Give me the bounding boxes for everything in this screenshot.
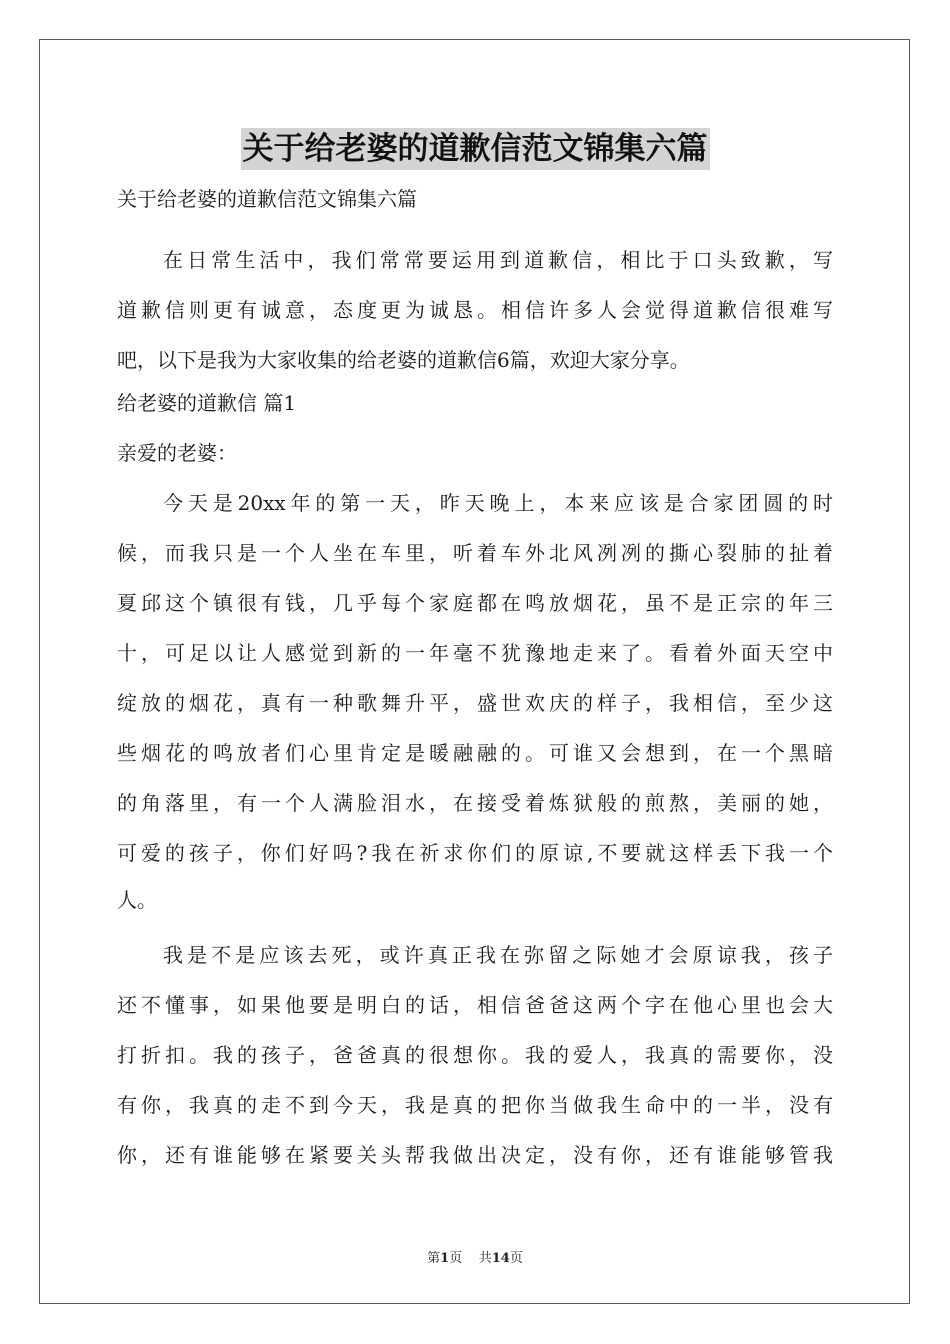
spacer <box>117 473 833 484</box>
paragraph-line: 夏邱这个镇很有钱，几乎每个家庭都在鸣放烟花，虽不是正宗的年三 <box>117 591 833 615</box>
spacer <box>117 920 833 936</box>
spacer <box>117 773 833 784</box>
spacer <box>117 1075 833 1086</box>
spacer <box>117 523 833 534</box>
spacer <box>117 723 833 734</box>
document-title: 关于给老婆的道歉信范文锦集六篇 <box>241 128 710 170</box>
page-suffix: 页 <box>449 1251 463 1266</box>
paragraph-line: 候，而我只是一个人坐在车里，听着车外北风冽冽的撕心裂肺的扯着 <box>117 541 833 565</box>
total-suffix: 页 <box>509 1251 523 1266</box>
salutation: 亲爱的老婆： <box>117 441 237 465</box>
paragraph-line: 人。 <box>117 888 157 912</box>
spacer <box>117 280 833 291</box>
paragraph-line: 你，还有谁能够在紧要关头帮我做出决定，没有你，还有谁能够管我 <box>117 1143 833 1167</box>
total-prefix: 共 <box>478 1251 492 1266</box>
spacer <box>117 1125 833 1136</box>
paragraph-line: 打折扣。我的孩子，爸爸真的很想你。我的爱人，我真的需要你，没 <box>117 1043 833 1067</box>
document-subtitle: 关于给老婆的道歉信范文锦集六篇 <box>117 187 417 211</box>
page-total: 14 <box>491 1251 510 1266</box>
paragraph-line: 十，可足以让人感觉到新的一年毫不犹豫地走来了。看着外面天空中 <box>117 641 833 665</box>
paragraph-line: 我是不是应该去死，或许真正我在弥留之际她才会原谅我，孩子 <box>163 943 833 967</box>
spacer <box>117 623 833 634</box>
paragraph-line: 今天是20xx年的第一天，昨天晚上，本来应该是合家团圆的时 <box>163 491 833 515</box>
intro-line: 吧，以下是我为大家收集的给老婆的道歉信6篇，欢迎大家分享。 <box>117 348 690 372</box>
spacer <box>117 975 833 986</box>
intro-line: 道歉信则更有诚意，态度更为诚恳。相信许多人会觉得道歉信很难写 <box>117 298 833 322</box>
page-current: 1 <box>440 1251 450 1266</box>
spacer <box>117 673 833 684</box>
paragraph-line: 绽放的烟花，真有一种歌舞升平，盛世欢庆的样子，我相信，至少这 <box>117 691 833 715</box>
paragraph-line: 有你，我真的走不到今天，我是真的把你当做我生命中的一半，没有 <box>117 1093 833 1117</box>
spacer <box>117 1025 833 1036</box>
paragraph-line: 的角落里，有一个人满脸泪水，在接受着炼狱般的煎熬，美丽的她， <box>117 791 833 815</box>
title-container <box>0 128 950 170</box>
paragraph-line: 还不懂事，如果他要是明白的话，相信爸爸这两个字在他心里也会大 <box>117 993 833 1017</box>
spacer <box>117 573 833 584</box>
intro-line: 在日常生活中，我们常常要运用到道歉信，相比于口头致歉，写 <box>163 248 833 272</box>
spacer <box>117 330 833 341</box>
page-footer <box>0 1247 950 1266</box>
document-body <box>117 180 833 1175</box>
spacer <box>117 219 833 241</box>
section-heading: 给老婆的道歉信 篇1 <box>117 391 297 415</box>
page-prefix: 第 <box>427 1251 441 1266</box>
spacer <box>117 823 833 834</box>
paragraph-line: 些烟花的鸣放者们心里肯定是暖融融的。可谁又会想到，在一个黑暗 <box>117 741 833 765</box>
spacer <box>117 423 833 434</box>
spacer <box>117 873 833 881</box>
paragraph-line: 可爱的孩子，你们好吗?我在祈求你们的原谅,不要就这样丢下我一个 <box>117 841 833 865</box>
